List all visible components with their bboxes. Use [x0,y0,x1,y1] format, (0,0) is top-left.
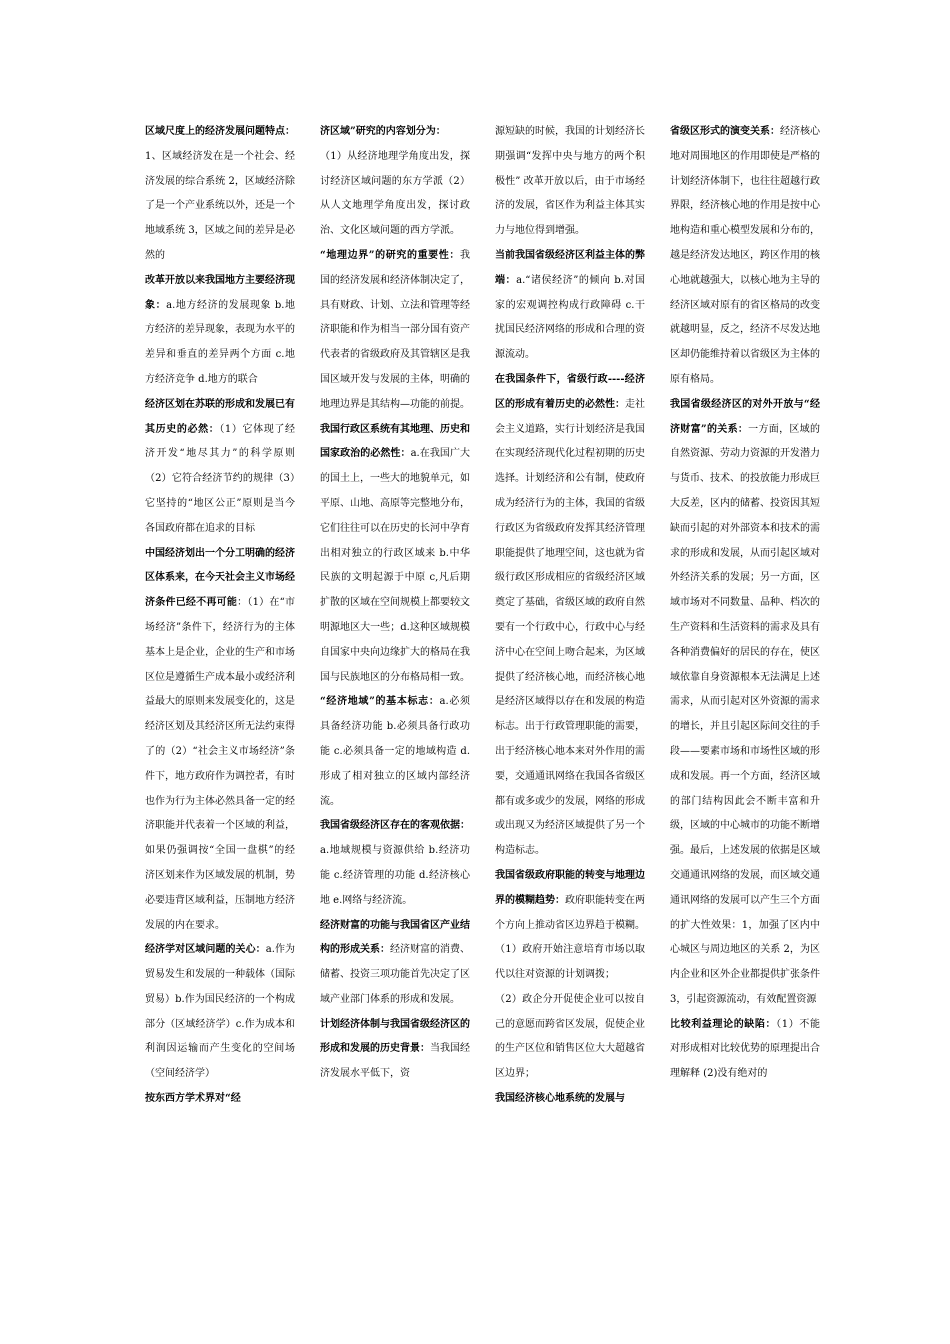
paragraph [320,120,470,145]
paragraph [320,244,470,418]
paragraph [320,690,470,814]
paragraph-heading: “经济地域”的基本标志： [320,696,440,708]
paragraph [495,368,645,864]
paragraph-text: （1）从经济地理学角度出发，探讨经济区域问题的东方学派（2）从人文地理学角度出发，探讨政治、文化区域问题的西方学派。 [320,150,470,237]
paragraph-heading: 经济学对区域问题的关心： [145,944,266,956]
paragraph-heading: 我国省级经济区的对外开放与“经济财富”的关系： [670,398,820,435]
paragraph-text: a.在我国广大的国土上，一些大的地貌单元，如平原、山地、高原等完整地分布，它们往往可以在历史的长河中孕育出相对独立的行政区域来 b.中华民族的文明起源于中原 c,凡后期扩散的区域在空间规模上都要较文明源地区大一些；d.这种区域规模自国家中央向边缘扩大的格局在我国与民族地区的分布格局相一致。 [320,448,470,683]
paragraph [145,393,295,542]
paragraph [320,1013,470,1087]
paragraph-text: a.地域规模与资源供给 b.经济功能 c.经济管理的功能 d.经济核心地 e.网络与经济流。 [320,845,470,906]
paragraph-text: 走社会主义道路，实行计划经济是我国在实现经济现代化过程初期的历史选择。计划经济和公有制，使政府成为经济行为的主体，我国的省级行政区为省级政府发挥其经济管理职能提供了地理空间，这也就为省级行政区形成相应的省级经济区域奠定了基础，省级区域的政府自然要有一个行政中心，行政中心与经济中心在空间上吻合起来，为区域提供了经济核心地，而经济核心地是经济区域得以存在和发展的构造标志。出于行政管理职能的需要，出于经济核心地本来对外作用的需要，交通通讯网络在我国各省级区都有或多或少的发展，网络的形成或出现又为经济区域提供了另一个构造标志。 [495,398,645,857]
paragraph-heading: 省级区形式的演变关系： [670,126,780,137]
paragraph [495,988,645,1087]
paragraph [145,120,295,269]
paragraph [145,269,295,393]
paragraph [145,542,295,939]
paragraph-text: a.“诸侯经济”的倾向 b.对国家的宏观调控构成行政障碍 c.干扰国民经济网络的形成和合理的资源流动。 [495,274,645,361]
paragraph-text: 源短缺的时候，我国的计划经济长期强调“发挥中央与地方的两个积极性” 改革开放以后，由于市场经济的发展，省区作为利益主体其实力与地位得到增强。 [495,126,645,237]
paragraph-text: 经济核心地对周围地区的作用即使是严格的计划经济体制下，也往往超越行政界限，经济核心地的作用是按中心地构造和重心模型发展和分布的，越是经济发达地区，跨区作用的核心地就越强大，以核心地为主导的经济区域对原有的省区格局的改变就越明显，反之，经济不尽发达地区却仍能维持着以省级区为主体的原有格局。 [670,126,820,385]
paragraph [320,914,470,1013]
paragraph-text: a.作为贸易发生和发展的一种载体（国际贸易）b.作为国民经济的一个构成部分（区域经济学）c.作为成本和利润因运输而产生变化的空间场（空间经济学） [145,944,295,1080]
paragraph-text: ：（1）在“市场经济”条件下，经济行为的主体基本上是企业，企业的生产和市场区位是遵循生产成本最小或经济利益最大的原则来发展变化的，这是经济区划及其经济区所无法约束得了的（2）“社会主义市场经济”条件下，地方政府作为调控者，有时也作为行为主体必然具备一定的经济职能并代表着一个区域的利益，如果仍强调按“全国一盘棋”的经济区划来作为区域发展的机制，势必要违背区域利益，压制地方经济发展的内在要求。 [145,597,295,931]
column-1 [145,120,295,1225]
paragraph [670,120,820,393]
paragraph [495,1087,645,1112]
paragraph-heading: 当前我国省级经济区利益主体的弊端： [495,249,645,286]
paragraph [145,1087,295,1112]
paragraph-text: a.必须具备经济功能 b.必须具备行政功能 c.必须具备一定的地域构造 d.形成了相对独立的区域内部经济流。 [320,696,470,807]
paragraph [670,393,820,1013]
paragraph-heading: 我国经济核心地系统的发展与 [495,1093,625,1105]
paragraph [495,244,645,368]
paragraph [670,1013,820,1087]
paragraph [495,120,645,244]
paragraph-text: （2）政企分开促使企业可以按自己的意愿而跨省区发展，促使企业的生产区位和销售区位大大超越省区边界； [495,993,645,1080]
paragraph-text: 1、区域经济发在是一个社会、经济发展的综合系统 2，区域经济除了是一个产业系统以外，还是一个地域系统 3，区域之间的差异是必然的 [145,150,295,261]
paragraph-text: a.地方经济的发展现象 b.地方经济的差异现象，表现为水平的差异和垂直的差异两个方面 c.地方经济竞争 d.地方的联合 [145,299,295,385]
paragraph [320,145,470,244]
paragraph-heading: 济区域”研究的内容划分为： [320,126,446,137]
paragraph-heading: 我国省级政府职能的转变与地理边界的模糊趋势： [495,869,645,906]
column-4 [670,120,820,1225]
paragraph [320,418,470,691]
paragraph-heading: 按东西方学术界对“经 [145,1093,241,1105]
paragraph-text: （1）不能对形成相对比较优势的原理提出合理解释 (2)没有绝对的 [670,1018,820,1080]
paragraph-heading: 经济财富的功能与我国省区产业结构的形成关系： [320,919,470,956]
paragraph-text: 经济财富的消费、储蓄、投资三项功能首先决定了区域产业部门体系的形成和发展。 [320,944,470,1005]
paragraph-heading: 区域尺度上的经济发展问题特点： [145,126,295,137]
paragraph [320,814,470,913]
paragraph-heading: 我国行政区系统有其地理、历史和国家政治的必然性： [320,423,470,460]
paragraph-text: 我国的经济发展和经济体制决定了，具有财政、计划、立法和管理等经济职能和作为相当一部分国有资产代表者的省级政府及其管辖区是我国区域开发与发展的主体，明确的地理边界是其结构—功能的前提。 [320,249,470,410]
paragraph [495,864,645,988]
paragraph-heading: 经济区划在苏联的形成和发展已有其历史的必然： [145,398,295,435]
paragraph-text: （1）它体现了经济开发“地尽其力”的科学原则（2）它符合经济节约的规律（3）它坚持的“地区公正”原则是当今各国政府都在追求的目标 [145,423,295,534]
paragraph-heading: 在我国条件下，省级行政----经济区的形成有着历史的必然性： [495,373,645,410]
paragraph-heading: 改革开放以来我国地方主要经济现象： [145,274,295,311]
paragraph-heading: 中国经济划出一个分工明确的经济区体系来，在今天社会主义市场经济条件已经不再可能 [145,547,295,609]
paragraph [145,938,295,1087]
paragraph-heading: 我国省级经济区存在的客观依据： [320,820,470,832]
column-3 [495,120,645,1225]
paragraph-heading: 比较利益理论的缺陷： [670,1018,777,1030]
paragraph-heading: “地理边界”的研究的重要性： [320,249,460,261]
column-2 [320,120,470,1225]
paragraph-text: 政府职能转变在两个方向上推动省区边界趋于模糊。（1）政府开始注意培育市场以取代以往对资源的计划调拨； [495,894,645,981]
paragraph-heading: 计划经济体制与我国省级经济区的形成和发展的历史背景： [320,1018,470,1055]
text-columns [145,120,820,1225]
paragraph-text: 当我国经济发展水平低下，资 [320,1043,470,1080]
paragraph-text: 一方面，区域的自然资源、劳动力资源的开发潜力与货币、技术、的投放能力形成巨大反差，区内的储蓄、投资因其短缺而引起的对外部资本和技术的需求的形成和发展，从而引起区域对外经济关系的发展；另一方面，区域市场对不同数量、品种、档次的生产资料和生活资料的需求及具有各种消费偏好的居民的存在，使区域依靠自身资源根本无法满足上述需求，从而引起对区外资源的需求的增长，并且引起区际间交往的手段——要素市场和市场性区域的形成和发展。再一个方面，经济区域的部门结构因此会不断丰富和升级，区域的中心城市的功能不断增强。最后，上述发展的依据是区域交通通讯网络的发展，而区域交通通讯网络的发展可以产生三个方面的扩大性效果：1，加强了区内中心城区与周边地区的关系 2，为区内企业和区外企业都提供扩张条件 3，引起资源流动，有效配置资源 [670,423,820,1005]
